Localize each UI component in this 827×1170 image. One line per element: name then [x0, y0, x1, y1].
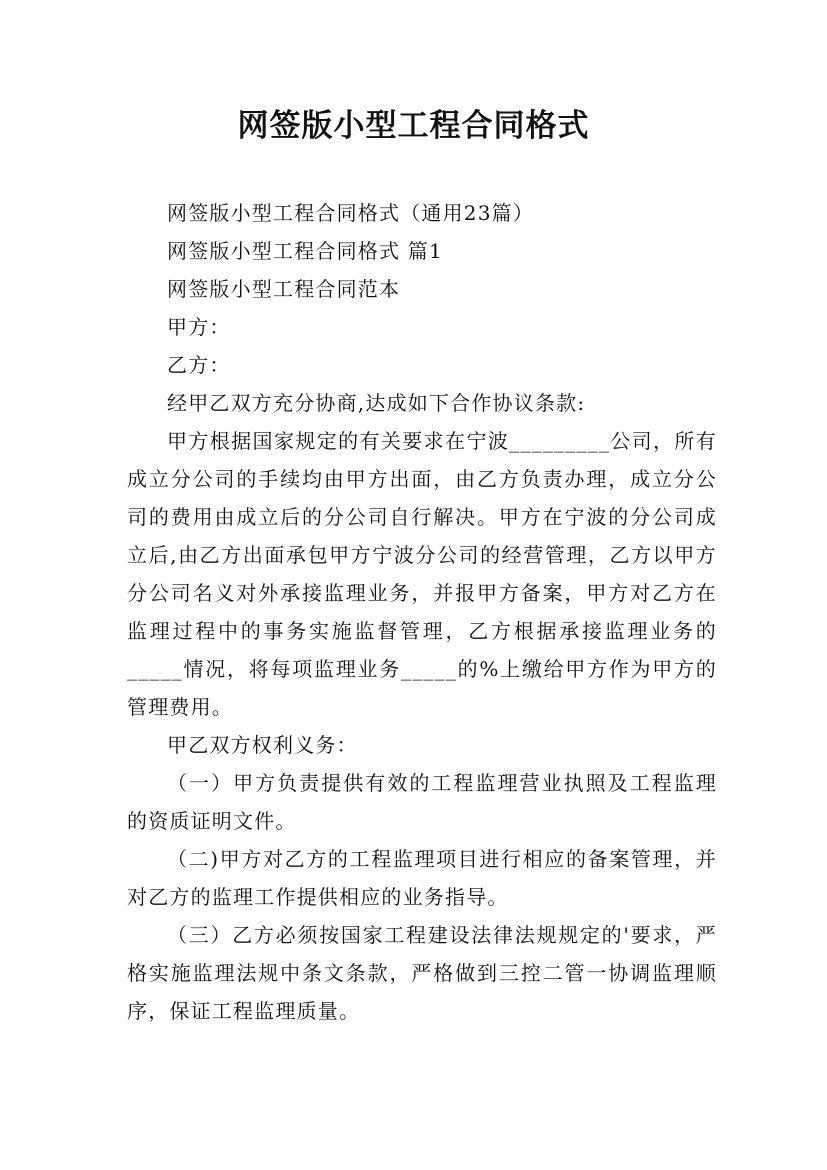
paragraph-3: 网签版小型工程合同范本 [167, 277, 401, 301]
paragraph-9: （一）甲方负责提供有效的工程监理营业执照及工程监理的资质证明文件。 [127, 771, 717, 833]
paragraph-7: 甲方根据国家规定的有关要求在宁波_________公司，所有成立分公司的手续均由甲方出面，由乙方负责办理，成立分公司的费用由成立后的分公司自行解决。甲方在宁波的分公司成立后,由乙方出面承包甲方宁波分公司的经营管理，乙方以甲方分公司名义对外承接监理业务，并报甲方备案，甲方对乙方在监理过程中的事务实施监督管理，乙方根据承接监理业务的_____情况，将每项监理业务_____的%上缴给甲方作为甲方的管理费用。 [127, 429, 717, 719]
document-title: 网签版小型工程合同格式 [237, 108, 590, 144]
paragraph-4: 甲方： [167, 315, 231, 339]
document-body [127, 194, 717, 1030]
paragraph-6: 经甲乙双方充分协商,达成如下合作协议条款: [167, 391, 586, 415]
paragraph-8: 甲乙双方权利义务： [167, 733, 358, 757]
paragraph-5: 乙方： [167, 353, 231, 377]
paragraph-2: 网签版小型工程合同格式 篇1 [167, 239, 443, 263]
paragraph-11: （三）乙方必须按国家工程建设法律法规规定的'要求，严格实施监理法规中条文条款，严格做到三控二管一协调监理顺序，保证工程监理质量。 [127, 923, 717, 1023]
paragraph-1: 网签版小型工程合同格式（通用23篇） [167, 201, 535, 225]
paragraph-10: （二)甲方对乙方的工程监理项目进行相应的备案管理，并对乙方的监理工作提供相应的业务指导。 [127, 847, 717, 909]
